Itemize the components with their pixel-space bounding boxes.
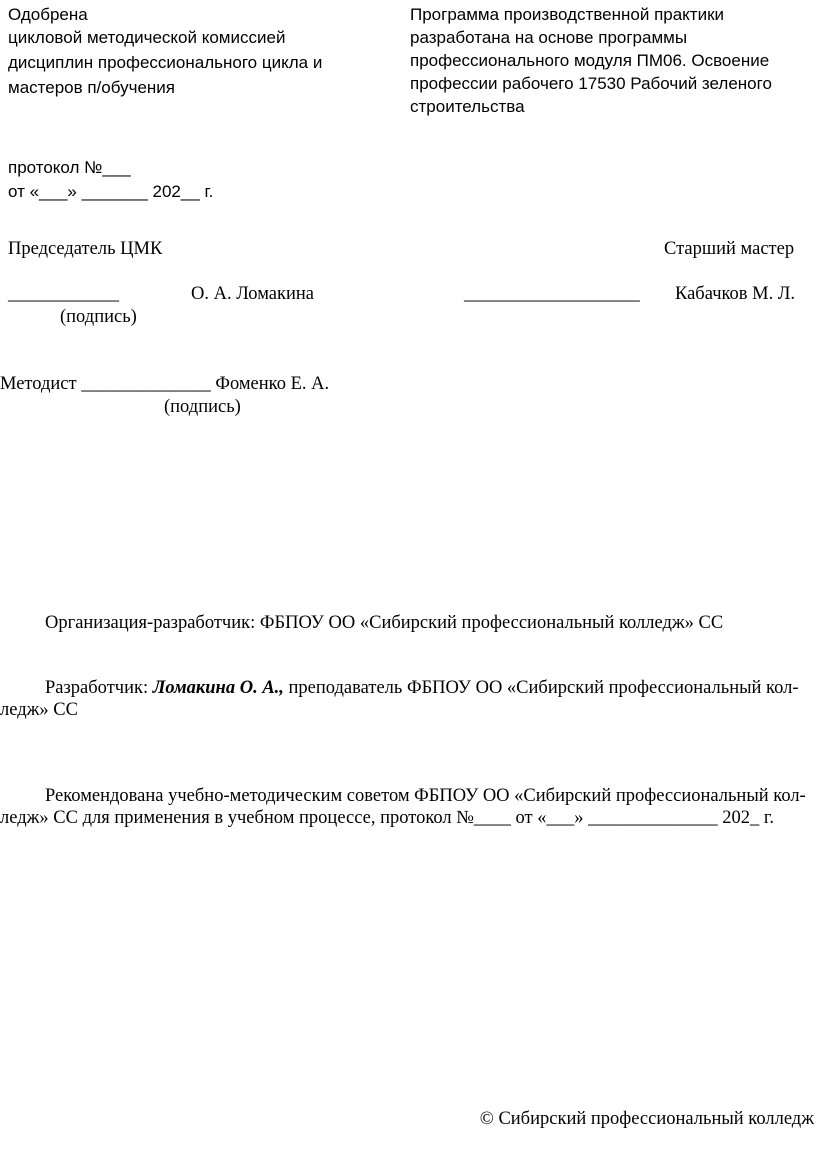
program-line: разработана на основе программы bbox=[410, 28, 688, 47]
program-line: профессионального модуля ПМ06. Освоение bbox=[410, 51, 770, 70]
approval-line: дисциплин профессионального цикла и bbox=[8, 53, 323, 72]
senior-master-title: Старший мастер bbox=[664, 239, 795, 259]
program-line: профессии рабочего 17530 Рабочий зеленого bbox=[410, 74, 772, 93]
copyright-notice: © Сибирский профессиональный колледж bbox=[479, 1109, 814, 1129]
master-signature-line: ___________________ bbox=[464, 284, 640, 304]
master-name: Кабачков М. Л. bbox=[675, 284, 796, 304]
program-description-block bbox=[410, 3, 772, 118]
chair-signature-caption: (подпись) bbox=[60, 307, 137, 327]
chair-title: Председатель ЦМК bbox=[8, 239, 163, 259]
program-line: Программа производственной практики bbox=[410, 5, 725, 24]
developer-line-2: ледж» СС bbox=[0, 700, 78, 720]
approval-line: цикловой методической комиссией bbox=[8, 28, 286, 47]
chair-signature-line: ____________ bbox=[8, 284, 119, 304]
methodist-signature-caption: (подпись) bbox=[164, 397, 241, 417]
chair-name: О. А. Ломакина bbox=[191, 284, 314, 304]
developer-label: Разработчик: bbox=[45, 678, 153, 698]
recommendation-line-1: Рекомендована учебно-методическим советом ФБПОУ ОО «Сибирский профессиональный кол- bbox=[45, 786, 806, 806]
protocol-date: от «___» _______ 202__ г. bbox=[8, 182, 214, 201]
recommendation-line-2: ледж» СС для применения в учебном процессе, протокол №____ от «___» ______________ 202_ г. bbox=[0, 808, 775, 828]
recommendation-paragraph bbox=[0, 785, 816, 829]
approval-line: мастеров п/обучения bbox=[8, 78, 176, 97]
developer-position: преподаватель ФБПОУ ОО «Сибирский профессиональный кол- bbox=[283, 678, 799, 698]
protocol-number: протокол №___ bbox=[8, 158, 131, 177]
developer-line-1 bbox=[0, 677, 816, 699]
methodist-line: Методист ______________ Фоменко Е. А. bbox=[0, 374, 330, 394]
organization-developer: Организация-разработчик: ФБПОУ ОО «Сибирский профессиональный колледж» СС bbox=[45, 613, 724, 633]
approval-block bbox=[8, 3, 322, 99]
developer-name: Ломакина О. А., bbox=[152, 678, 284, 698]
developer-paragraph bbox=[0, 677, 816, 721]
program-line: строительства bbox=[410, 97, 525, 116]
approval-line: Одобрена bbox=[8, 5, 88, 24]
